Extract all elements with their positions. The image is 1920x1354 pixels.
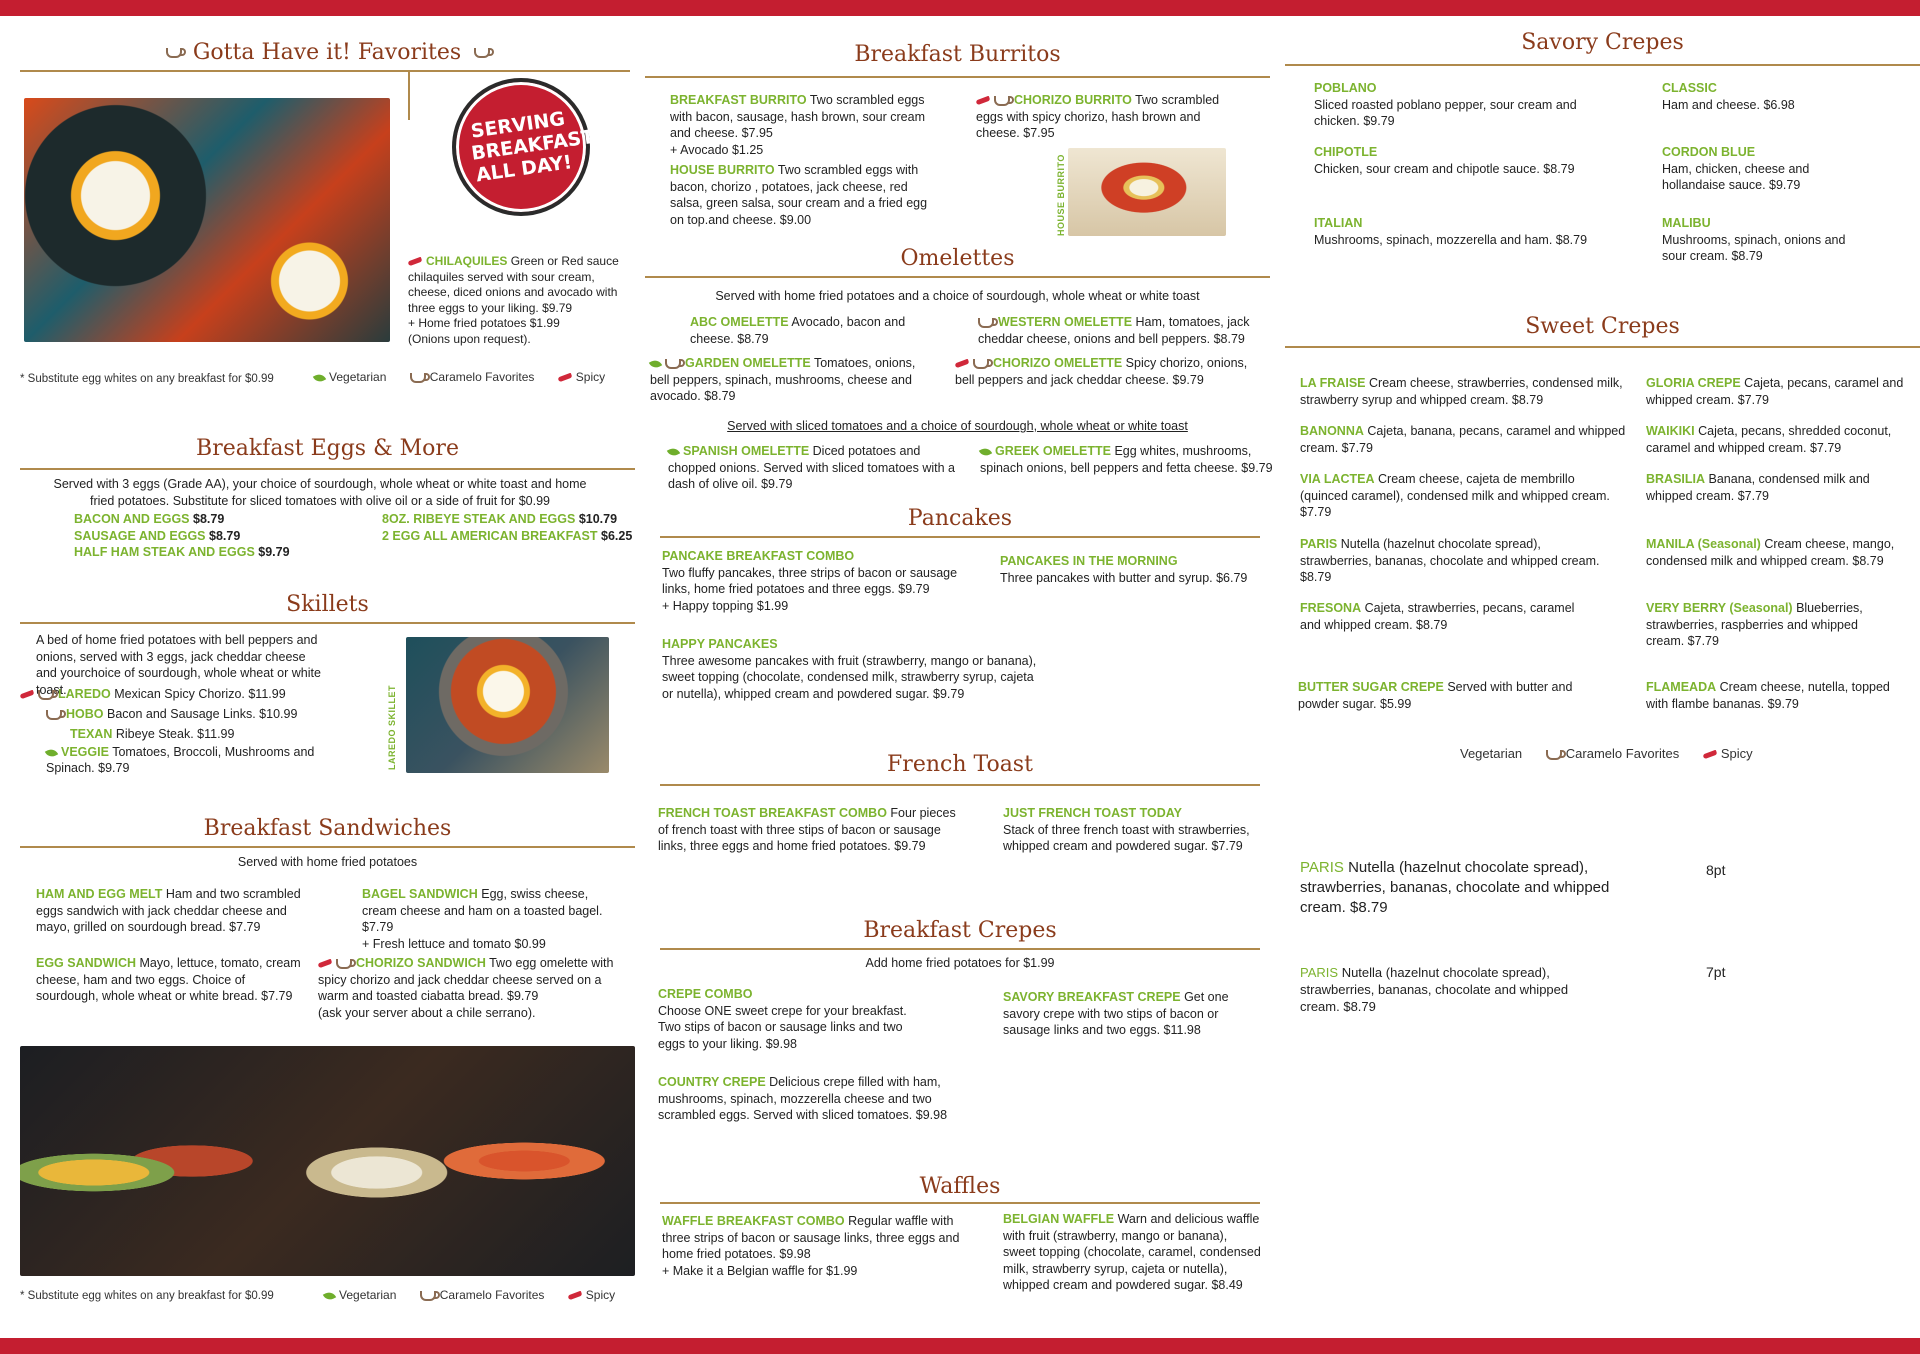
omelettes-rule bbox=[645, 276, 1270, 278]
item-desc: Two scrambled eggs with spicy chorizo, hash brown and cheese. $7.95 bbox=[976, 93, 1220, 140]
item-name: WAFFLE BREAKFAST COMBO bbox=[662, 1214, 845, 1228]
menu-item-chorizo-omelette bbox=[955, 355, 1255, 388]
legend-spicy: Spicy bbox=[575, 370, 606, 384]
menu-item-cordon-blue bbox=[1662, 144, 1862, 194]
item-desc: Two fluffy pancakes, three strips of bacon or sausage links, home fried potatoes and three eggs. $9.79 bbox=[662, 565, 958, 596]
legend-favorites: Caramelo Favorites bbox=[1565, 746, 1680, 761]
item-desc: Cream cheese, cajeta de membrillo (quinced caramel), condensed milk and whipped cream. $7.79 bbox=[1300, 472, 1610, 519]
sample-size-8pt: 8pt bbox=[1706, 862, 1726, 878]
item-desc: Cream cheese, strawberries, condensed milk, strawberry syrup and whipped cream. $8.79 bbox=[1300, 376, 1623, 407]
menu-item-pancake-combo bbox=[662, 548, 977, 614]
menu-item-fresona bbox=[1300, 600, 1580, 633]
menu-item-french-toast-combo bbox=[658, 805, 958, 855]
french-toast-title: French Toast bbox=[887, 752, 1033, 777]
item-note: (Onions upon request). bbox=[408, 331, 531, 346]
sandwiches-intro: Served with home fried potatoes bbox=[237, 855, 418, 869]
menu-item bbox=[382, 511, 642, 528]
item-desc: Banana, condensed milk and whipped cream. $7.79 bbox=[1646, 472, 1870, 503]
menu-item-country-crepe bbox=[658, 1074, 963, 1124]
item-desc: Egg, swiss cheese, cream cheese and ham on a toasted bagel. $7.79 bbox=[362, 887, 603, 934]
coffee-cup-icon bbox=[665, 359, 681, 369]
item-desc: Cajeta, pecans, shredded coconut, caramel and whipped cream. $7.79 bbox=[1646, 424, 1892, 455]
favorites-title bbox=[130, 40, 530, 65]
eggs-title: Breakfast Eggs & More bbox=[196, 436, 459, 461]
item-name: PARIS bbox=[1300, 965, 1339, 980]
chili-pepper-icon bbox=[20, 690, 35, 699]
serving-badge-text: SERVING BREAKFAST ALL DAY! bbox=[469, 107, 596, 187]
legend-favorites: Caramelo Favorites bbox=[439, 1288, 545, 1302]
item-name: LAREDO bbox=[58, 687, 111, 701]
item-desc: Three pancakes with butter and syrup. $6.79 bbox=[1000, 570, 1248, 585]
menu-item-chilaquiles bbox=[408, 254, 623, 347]
item-desc: Cream cheese, nutella, topped with flambe bananas. $9.79 bbox=[1646, 680, 1890, 711]
menu-item-chipotle bbox=[1314, 144, 1614, 177]
favorites-rule bbox=[20, 70, 630, 72]
coffee-cup-icon bbox=[1546, 750, 1562, 760]
item-name: WESTERN OMELETTE bbox=[998, 315, 1133, 329]
skillets-intro: A bed of home fried potatoes with bell peppers and onions, served with 3 eggs, jack cheddar cheese and yourchoice of sourdough, whole wheat or white toast. bbox=[36, 633, 321, 697]
item-price: $9.79 bbox=[258, 545, 290, 559]
chili-pepper-icon bbox=[567, 1291, 582, 1300]
item-name: SAVORY BREAKFAST CREPE bbox=[1003, 990, 1181, 1004]
omelette-photo bbox=[20, 1046, 635, 1276]
item-desc: Mushrooms, spinach, onions and sour cream. $8.79 bbox=[1662, 232, 1846, 263]
serving-badge bbox=[452, 78, 596, 216]
waffles-title: Waffles bbox=[919, 1174, 1001, 1199]
item-desc: Stack of three french toast with strawberries, whipped cream and powdered sugar. $7.79 bbox=[1003, 822, 1250, 853]
item-name: CLASSIC bbox=[1662, 81, 1717, 95]
item-desc: Two scrambled eggs with bacon, chorizo , potatoes, jack cheese, red salsa, green salsa, sour cream and a fried egg on top.and cheese. $9.00 bbox=[670, 163, 928, 227]
menu-item-breakfast-burrito bbox=[670, 92, 935, 158]
legend-favorites: Caramelo Favorites bbox=[429, 370, 535, 384]
menu-item-happy-pancakes bbox=[662, 636, 1042, 702]
item-name: PANCAKE BREAKFAST COMBO bbox=[662, 549, 855, 563]
item-name: BACON AND EGGS bbox=[74, 512, 190, 526]
menu-item-flameada bbox=[1646, 679, 1896, 712]
menu-item-egg-sandwich bbox=[36, 955, 301, 1005]
chili-pepper-icon bbox=[976, 96, 991, 105]
menu-item-chorizo-sandwich bbox=[318, 955, 618, 1021]
coffee-cup-icon bbox=[46, 710, 62, 720]
menu-item-malibu bbox=[1662, 215, 1862, 265]
item-extra: + Make it a Belgian waffle for $1.99 bbox=[662, 1263, 858, 1278]
pancakes-rule bbox=[660, 536, 1260, 538]
savory-crepes-title: Savory Crepes bbox=[1521, 30, 1684, 55]
menu-item bbox=[74, 528, 374, 545]
item-desc: Cajeta, pecans, caramel and whipped cream. $7.79 bbox=[1646, 376, 1904, 407]
coffee-cup-icon bbox=[973, 359, 989, 369]
item-desc: Two scrambled eggs with bacon, sausage, hash brown, sour cream and cheese. $7.95 bbox=[670, 93, 925, 140]
item-name: CHORIZO BURRITO bbox=[1014, 93, 1132, 107]
item-name: BREAKFAST BURRITO bbox=[670, 93, 807, 107]
leaf-icon bbox=[979, 446, 992, 458]
menu-item-gloria-crepe bbox=[1646, 375, 1906, 408]
item-name: VERY BERRY (Seasonal) bbox=[1646, 601, 1793, 615]
item-desc: Mexican Spicy Chorizo. $11.99 bbox=[114, 687, 286, 701]
waffles-rule bbox=[660, 1202, 1260, 1204]
coffee-cup-icon bbox=[994, 96, 1010, 106]
item-extra: + Fresh lettuce and tomato $0.99 bbox=[362, 936, 546, 951]
menu-item-butter-sugar-crepe bbox=[1298, 679, 1588, 712]
menu-item-chorizo-burrito bbox=[976, 92, 1246, 142]
item-desc: Chicken, sour cream and chipotle sauce. $8.79 bbox=[1314, 161, 1575, 176]
item-desc: Blueberries, strawberries, raspberries and whipped cream. $7.79 bbox=[1646, 601, 1863, 648]
menu-item bbox=[74, 544, 374, 561]
laredo-skillet-label: LAREDO SKILLET bbox=[387, 685, 397, 770]
item-name: BRASILIA bbox=[1646, 472, 1706, 486]
menu-item-italian bbox=[1314, 215, 1614, 248]
item-desc: Egg whites, mushrooms, spinach onions, bell peppers and fetta cheese. $9.79 bbox=[980, 444, 1273, 475]
item-name: HOBO bbox=[66, 707, 104, 721]
substitute-note: * Substitute egg whites on any breakfast for $0.99 bbox=[20, 373, 274, 385]
chili-pepper-icon bbox=[318, 959, 333, 968]
breakfast-crepes-rule bbox=[660, 948, 1260, 950]
menu-item bbox=[20, 684, 320, 704]
item-desc: Tomatoes, onions, bell peppers, spinach, mushrooms, cheese and avocado. $8.79 bbox=[650, 356, 916, 403]
menu-item-abc-omelette bbox=[690, 314, 915, 347]
item-name: BELGIAN WAFFLE bbox=[1003, 1212, 1115, 1226]
item-name: BUTTER SUGAR CREPE bbox=[1298, 680, 1444, 694]
item-desc: Three awesome pancakes with fruit (strawberry, mango or banana), sweet topping (chocolate, condensed milk, strawberry syrup, cajeta or nutella), whipped cream and powdered sugar. $9.79 bbox=[662, 653, 1037, 701]
burritos-title: Breakfast Burritos bbox=[854, 42, 1061, 67]
item-desc: Choose ONE sweet crepe for your breakfast. Two stips of bacon or sausage links and two eggs to your liking. $9.98 bbox=[658, 1003, 907, 1051]
item-price: $6.25 bbox=[601, 528, 633, 543]
item-name: PARIS bbox=[1300, 537, 1338, 551]
menu-item-paris bbox=[1300, 536, 1600, 586]
menu-item-pancakes-morning bbox=[1000, 553, 1270, 586]
item-desc: Avocado, bacon and cheese. $8.79 bbox=[690, 315, 906, 346]
legend-vegetarian: Vegetarian bbox=[329, 370, 387, 384]
menu-item-greek-omelette bbox=[980, 443, 1280, 476]
item-name: 8OZ. RIBEYE STEAK AND EGGS bbox=[382, 512, 576, 526]
substitute-note-bottom: * Substitute egg whites on any breakfast for $0.99 bbox=[20, 1290, 274, 1302]
menu-item-bagel-sandwich bbox=[362, 886, 612, 952]
menu-item-manila bbox=[1646, 536, 1916, 569]
sample-size-7pt: 7pt bbox=[1706, 964, 1726, 980]
item-name: JUST FRENCH TOAST TODAY bbox=[1003, 806, 1182, 820]
coffee-cup-icon bbox=[420, 1291, 436, 1301]
skillets-title: Skillets bbox=[286, 592, 369, 617]
item-desc: Nutella (hazelnut chocolate spread), strawberries, bananas, chocolate and whipped cream. $8.79 bbox=[1300, 965, 1569, 1014]
coffee-cup-icon bbox=[336, 959, 352, 969]
item-name: BANONNA bbox=[1300, 424, 1364, 438]
menu-item-via-lactea bbox=[1300, 471, 1610, 521]
item-desc: Ham, chicken, cheese and hollandaise sauce. $9.79 bbox=[1662, 161, 1810, 192]
item-name: HAM AND EGG MELT bbox=[36, 887, 163, 901]
item-name: SPANISH OMELETTE bbox=[683, 444, 810, 458]
pancakes-title: Pancakes bbox=[907, 506, 1013, 531]
savory-crepes-rule bbox=[1285, 64, 1920, 66]
item-name: CHIPOTLE bbox=[1314, 145, 1378, 159]
legend-row-right bbox=[1460, 746, 1773, 761]
item-desc: Ham, tomatoes, jack cheddar cheese, onions and bell peppers. $8.79 bbox=[978, 315, 1250, 346]
leaf-icon bbox=[649, 358, 662, 370]
sample-paris-8pt bbox=[1300, 858, 1650, 918]
chili-pepper-icon bbox=[408, 257, 423, 266]
item-desc: Warn and delicious waffle with fruit (strawberry, mango or banana), sweet topping (chocolate, caramel, condensed milk, strawberry syrup, cajeta or nutella), whipped cream and powdered sugar. $8.49 bbox=[1003, 1212, 1261, 1292]
item-name: BAGEL SANDWICH bbox=[362, 887, 478, 901]
item-desc: Green or Red sauce chilaquiles served with sour cream, cheese, diced onions and avocado with three eggs to your liking. $9.79 bbox=[408, 254, 619, 315]
chilaquiles-photo bbox=[24, 98, 390, 342]
item-name: GREEK OMELETTE bbox=[995, 444, 1111, 458]
coffee-cup-icon bbox=[474, 48, 490, 58]
breakfast-crepes-title: Breakfast Crepes bbox=[863, 918, 1057, 943]
favorites-title-text: Gotta Have it! Favorites bbox=[192, 40, 462, 65]
chili-pepper-icon bbox=[955, 359, 970, 368]
item-desc: Four pieces of french toast with three stips of bacon or sausage links, three eggs and home fried potatoes. $9.79 bbox=[658, 806, 956, 853]
eggs-col-left bbox=[74, 511, 374, 561]
item-desc: Sliced roasted poblano pepper, sour cream and chicken. $9.79 bbox=[1314, 97, 1577, 128]
item-name: LA FRAISE bbox=[1300, 376, 1366, 390]
house-burrito-photo bbox=[1068, 148, 1226, 236]
item-name: FRESONA bbox=[1300, 601, 1362, 615]
leaf-icon bbox=[323, 1290, 336, 1302]
item-name: PARIS bbox=[1300, 859, 1344, 876]
item-desc: Spicy chorizo, onions, bell peppers and jack cheddar cheese. $9.79 bbox=[955, 356, 1248, 387]
item-name: FRENCH TOAST BREAKFAST COMBO bbox=[658, 806, 887, 820]
legend-vegetarian: Vegetarian bbox=[339, 1288, 397, 1302]
sandwiches-rule bbox=[20, 846, 635, 848]
skillets-list bbox=[20, 684, 320, 776]
menu-item bbox=[20, 704, 320, 724]
chili-pepper-icon bbox=[1702, 750, 1717, 759]
sweet-crepes-rule bbox=[1285, 346, 1920, 348]
item-desc: Ham and cheese. $6.98 bbox=[1662, 97, 1795, 112]
item-desc: Cream cheese, mango, condensed milk and whipped cream. $8.79 bbox=[1646, 537, 1895, 568]
omelettes-title: Omelettes bbox=[900, 246, 1015, 271]
item-name: CREPE COMBO bbox=[658, 987, 753, 1001]
item-desc: Cajeta, banana, pecans, caramel and whipped cream. $7.79 bbox=[1300, 424, 1626, 455]
item-desc: Delicious crepe filled with ham, mushrooms, spinach, mozzerella cheese and two scrambled eggs. Served with sliced tomatoes. $9.98 bbox=[658, 1075, 948, 1122]
item-name: POBLANO bbox=[1314, 81, 1377, 95]
menu-item-very-berry bbox=[1646, 600, 1896, 650]
omelettes-intro-2: Served with sliced tomatoes and a choice of sourdough, whole wheat or white toast bbox=[727, 419, 1188, 433]
legend-vegetarian: Vegetarian bbox=[1460, 746, 1523, 761]
house-burrito-label: HOUSE BURRITO bbox=[1056, 154, 1066, 236]
item-desc: Get one savory crepe with two stips of bacon or sausage links and two eggs. $11.98 bbox=[1003, 990, 1229, 1037]
item-desc: Nutella (hazelnut chocolate spread), strawberries, bananas, chocolate and whipped cream. $8.79 bbox=[1300, 859, 1610, 916]
item-name: WAIKIKI bbox=[1646, 424, 1695, 438]
item-desc: Served with butter and powder sugar. $5.99 bbox=[1298, 680, 1573, 711]
menu-item-la-fraise bbox=[1300, 375, 1630, 408]
coffee-cup-icon bbox=[38, 690, 54, 700]
menu-item-classic bbox=[1662, 80, 1892, 113]
item-name: ITALIAN bbox=[1314, 216, 1363, 230]
menu-item-savory-breakfast-crepe bbox=[1003, 989, 1258, 1039]
item-desc: Ribeye Steak. $11.99 bbox=[115, 727, 235, 741]
menu-item-waikiki bbox=[1646, 423, 1906, 456]
legend-row-bottom bbox=[324, 1288, 635, 1302]
skillets-rule bbox=[20, 622, 635, 624]
legend-row-top bbox=[314, 370, 625, 384]
item-price: $8.79 bbox=[193, 512, 225, 526]
menu-item bbox=[20, 744, 320, 776]
leaf-icon bbox=[313, 372, 326, 384]
legend-spicy: Spicy bbox=[585, 1288, 616, 1302]
item-desc: Cajeta, strawberries, pecans, caramel and whipped cream. $8.79 bbox=[1300, 601, 1575, 632]
item-desc: Mayo, lettuce, tomato, cream cheese, ham and two eggs. Choice of sourdough, whole wheat or white bread. $7.79 bbox=[36, 956, 301, 1003]
menu-item-banonna bbox=[1300, 423, 1630, 456]
item-desc: Ham and two scrambled eggs sandwich with jack cheddar cheese and mayo, grilled on sourdough bread. $7.79 bbox=[36, 887, 301, 934]
menu-item-house-burrito bbox=[670, 162, 935, 228]
item-desc: Tomatoes, Broccoli, Mushrooms and Spinach. $9.79 bbox=[46, 745, 315, 775]
item-name: MANILA (Seasonal) bbox=[1646, 537, 1761, 551]
bottom-bar bbox=[0, 1338, 1920, 1354]
eggs-intro: Served with 3 eggs (Grade AA), your choice of sourdough, whole wheat or white toast and home fried potatoes. Substitute for sliced tomatoes with olive oil or a side of fruit for $0.99 bbox=[53, 477, 587, 508]
burritos-rule bbox=[645, 76, 1270, 78]
item-name: FLAMEADA bbox=[1646, 680, 1717, 694]
omelettes-intro: Served with home fried potatoes and a choice of sourdough, whole wheat or white toast bbox=[715, 289, 1200, 303]
item-name: CORDON BLUE bbox=[1662, 145, 1756, 159]
item-name: VIA LACTEA bbox=[1300, 472, 1375, 486]
menu-item-garden-omelette bbox=[650, 355, 930, 405]
item-extra: + Home fried potatoes $1.99 bbox=[408, 316, 560, 330]
item-name: VEGGIE bbox=[61, 745, 109, 759]
item-name: CHORIZO OMELETTE bbox=[993, 356, 1123, 370]
chili-pepper-icon bbox=[557, 373, 572, 382]
item-name: ABC OMELETTE bbox=[690, 315, 789, 329]
item-name: MALIBU bbox=[1662, 216, 1711, 230]
favorites-vertical-rule bbox=[408, 70, 410, 120]
item-name: GLORIA CREPE bbox=[1646, 376, 1741, 390]
item-price: $10.79 bbox=[578, 512, 618, 526]
item-desc: Nutella (hazelnut chocolate spread), strawberries, bananas, chocolate and whipped cream. $8.79 bbox=[1300, 537, 1600, 584]
laredo-skillet-photo bbox=[406, 637, 609, 773]
item-desc: Bacon and Sausage Links. $10.99 bbox=[106, 707, 298, 721]
sandwiches-title: Breakfast Sandwiches bbox=[203, 816, 452, 841]
menu-item-just-french-toast bbox=[1003, 805, 1273, 855]
menu-item-waffle-combo bbox=[662, 1213, 977, 1279]
sample-paris-7pt bbox=[1300, 964, 1600, 1015]
item-desc: Regular waffle with three strips of bacon or sausage links, three eggs and home fried potatoes. $9.98 bbox=[662, 1214, 960, 1261]
item-desc: Two egg omelette with spicy chorizo and jack cheddar cheese served on a warm and toasted ciabatta bread. $9.79 bbox=[318, 956, 614, 1003]
sweet-crepes-title: Sweet Crepes bbox=[1525, 314, 1680, 339]
top-bar bbox=[0, 0, 1920, 16]
menu-item-ham-egg-melt bbox=[36, 886, 301, 936]
item-name: SAUSAGE AND EGGS bbox=[74, 528, 206, 543]
item-name: CHORIZO SANDWICH bbox=[356, 956, 486, 970]
item-name: HOUSE BURRITO bbox=[670, 163, 775, 177]
item-price: $8.79 bbox=[209, 528, 241, 543]
coffee-cup-icon bbox=[166, 48, 182, 58]
leaf-icon bbox=[667, 446, 680, 458]
item-name: HALF HAM STEAK AND EGGS bbox=[74, 545, 255, 559]
item-desc: Mushrooms, spinach, mozzerella and ham. $8.79 bbox=[1314, 232, 1588, 247]
menu-item bbox=[74, 511, 374, 528]
item-extra: + Avocado $1.25 bbox=[670, 142, 764, 157]
item-note: (ask your server about a chile serrano). bbox=[318, 1005, 536, 1020]
item-name: COUNTRY CREPE bbox=[658, 1075, 766, 1089]
item-name: EGG SANDWICH bbox=[36, 956, 136, 970]
menu-item-western-omelette bbox=[978, 314, 1278, 347]
menu-item-belgian-waffle bbox=[1003, 1211, 1263, 1294]
menu-item bbox=[382, 528, 642, 545]
eggs-col-right bbox=[382, 511, 642, 544]
menu-item-poblano bbox=[1314, 80, 1614, 130]
item-name: HAPPY PANCAKES bbox=[662, 637, 778, 651]
menu-item-spanish-omelette bbox=[668, 443, 958, 493]
coffee-cup-icon bbox=[410, 373, 426, 383]
item-extra: + Happy topping $1.99 bbox=[662, 598, 789, 613]
item-name: 2 EGG ALL AMERICAN BREAKFAST bbox=[382, 528, 598, 543]
coffee-cup-icon bbox=[978, 318, 994, 328]
leaf-icon bbox=[45, 747, 58, 759]
item-desc: Diced potatoes and chopped onions. Served with sliced tomatoes with a dash of olive oil. $9.79 bbox=[668, 444, 955, 491]
menu-item bbox=[20, 724, 320, 744]
item-name: CHILAQUILES bbox=[426, 254, 508, 268]
breakfast-crepes-intro: Add home fried potatoes for $1.99 bbox=[865, 956, 1055, 970]
french-toast-rule bbox=[660, 784, 1260, 786]
legend-spicy: Spicy bbox=[1720, 746, 1753, 761]
item-name: PANCAKES IN THE MORNING bbox=[1000, 554, 1178, 568]
menu-item-brasilia bbox=[1646, 471, 1871, 504]
menu-item-crepe-combo bbox=[658, 986, 928, 1052]
item-name: TEXAN bbox=[70, 727, 113, 741]
eggs-rule bbox=[20, 468, 635, 470]
item-name: GARDEN OMELETTE bbox=[685, 356, 811, 370]
